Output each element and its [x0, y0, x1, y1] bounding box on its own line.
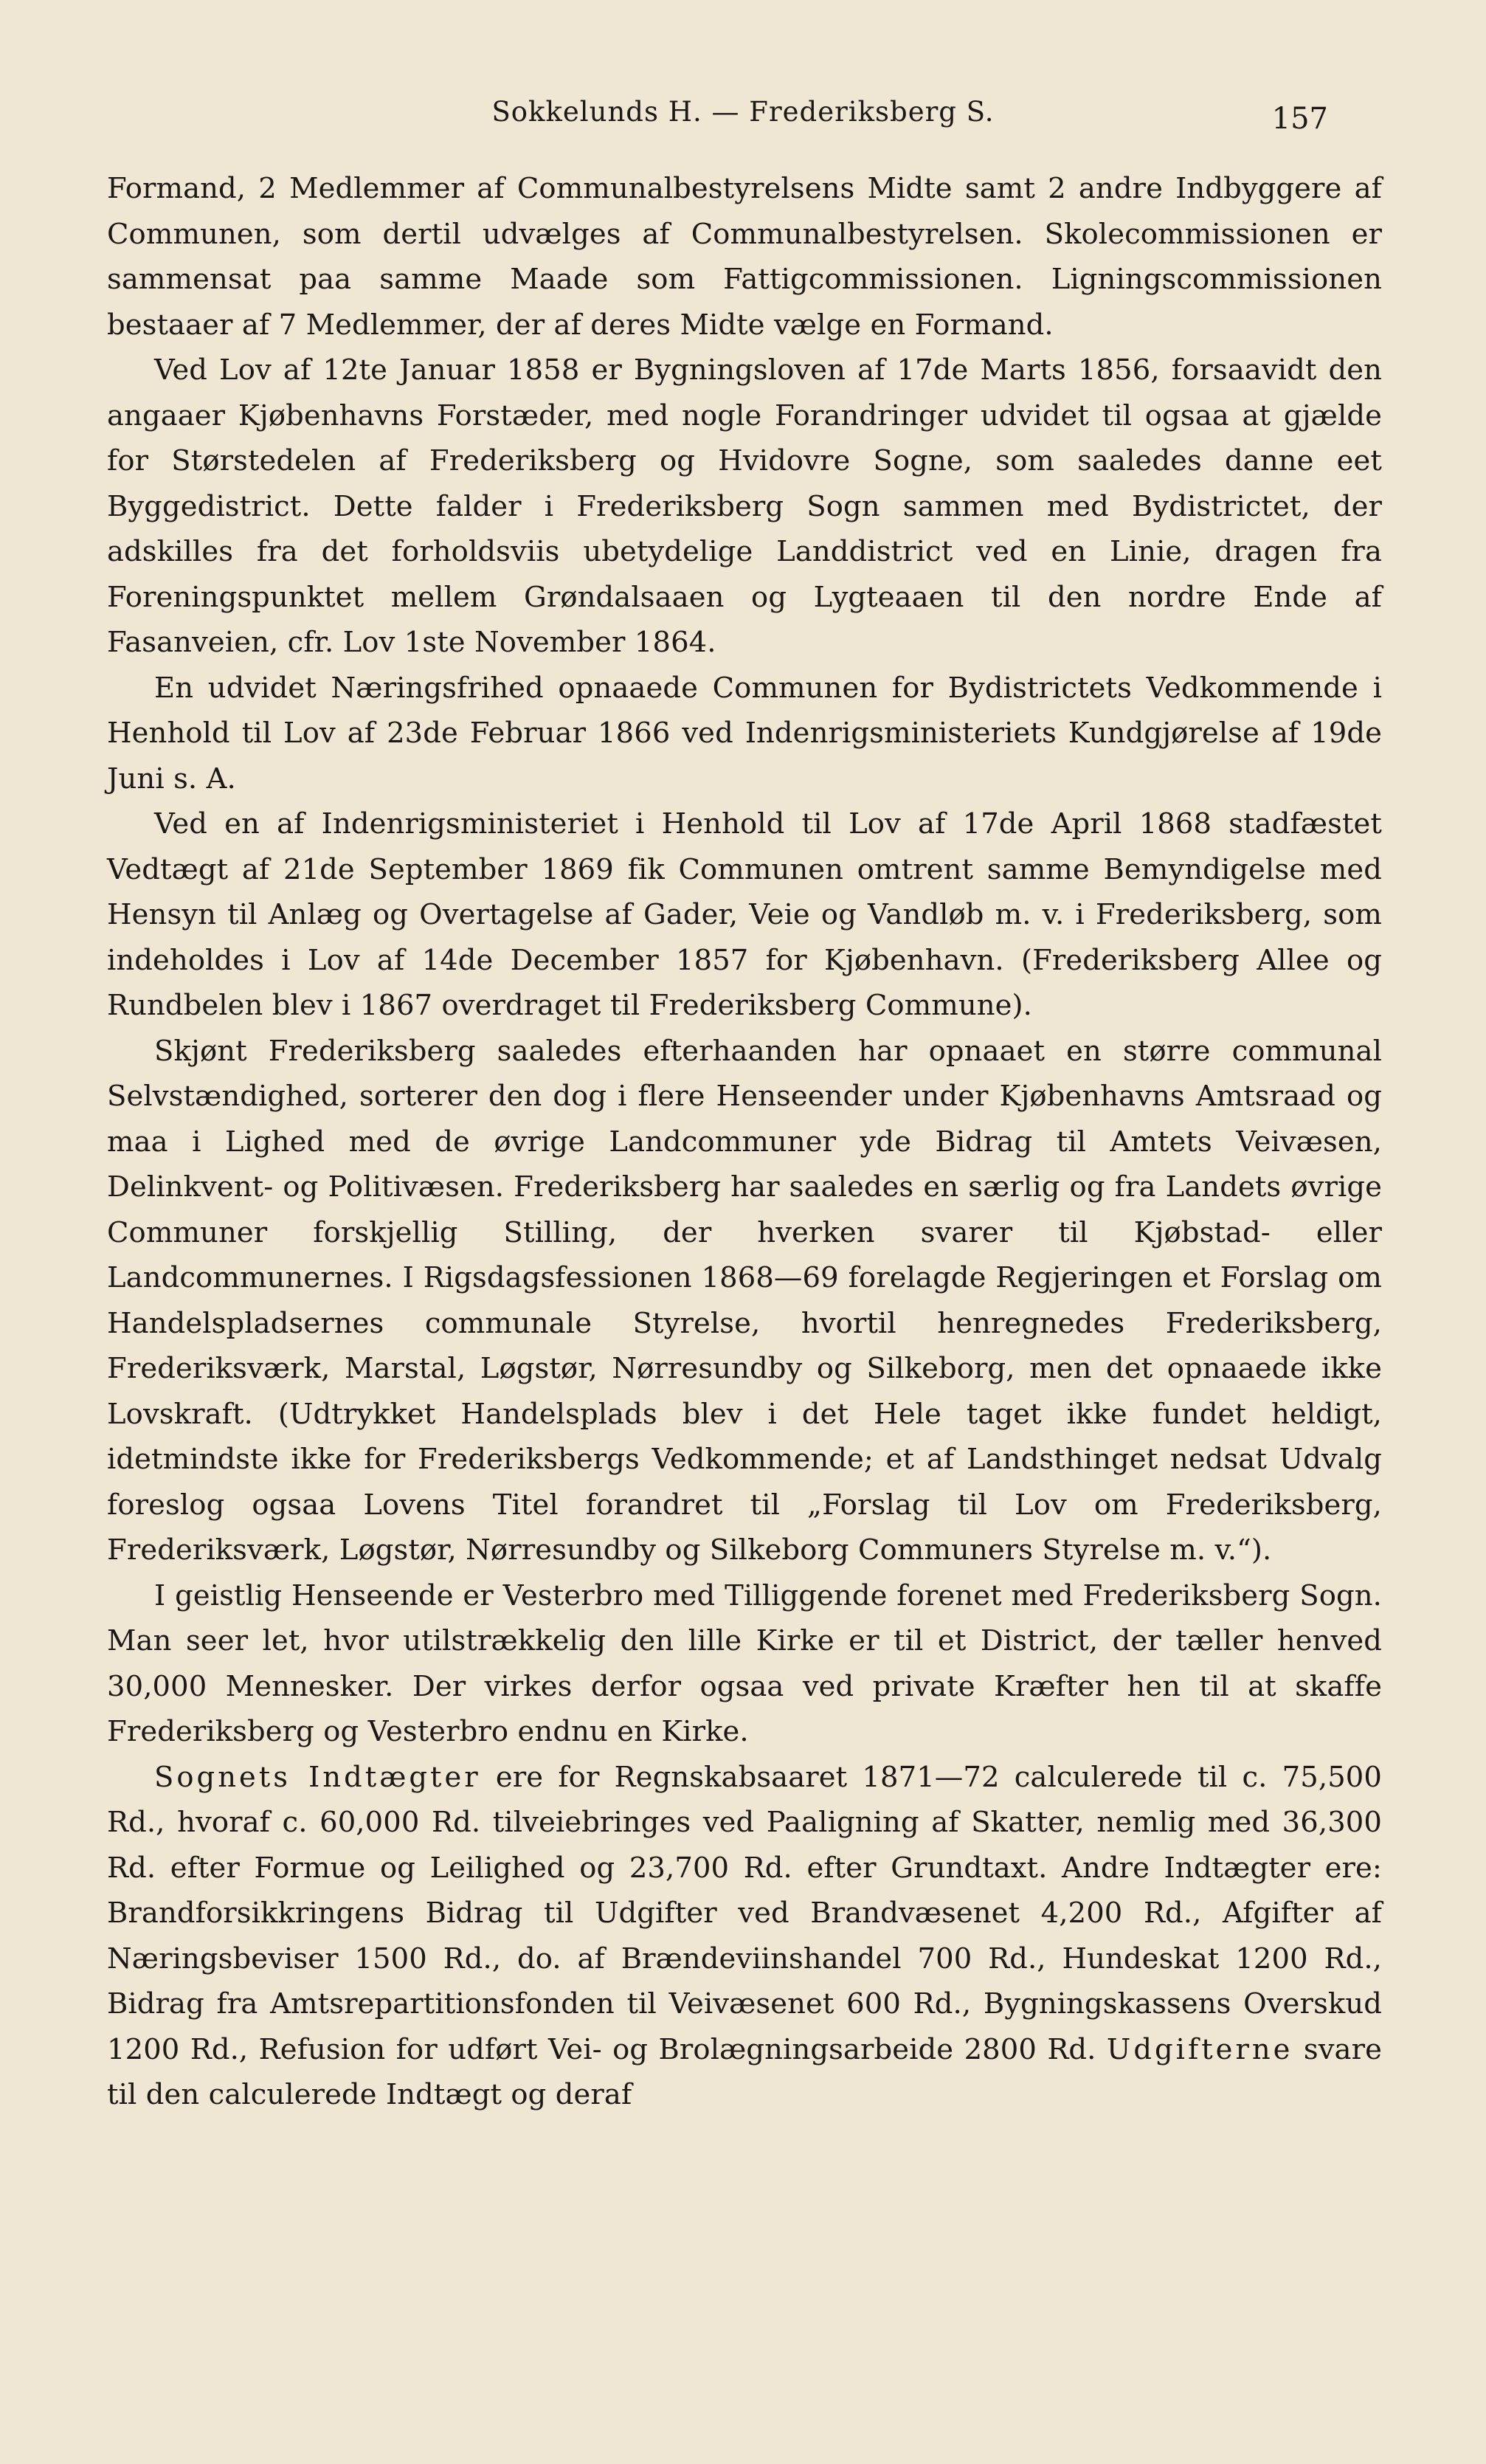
- page-header: [0, 96, 1486, 140]
- paragraph-4: Ved en af Indenrigsministeriet i Henhold til Lov af 17de April 1868 stadfæstet Vedtægt af 21de September 1869 fik Communen omtrent samme Bemyndigelse med Hensyn til Anlæg og Overtagelse af Gader, Veie og Vandløb m. v. i Frederiksberg, som indeholdes i Lov af 14de December 1857 for Kjøbenhavn. (Frederiksberg Allee og Rundbelen blev i 1867 overdraget til Frederiksberg Commune).: [107, 807, 1382, 1022]
- page-number: 157: [1271, 102, 1328, 136]
- running-head: Sokkelunds H. — Frederiksberg S.: [491, 96, 995, 128]
- paragraph-7-spaced-heading-2: Udgifterne: [1106, 2032, 1293, 2066]
- paragraph-5: Skjønt Frederiksberg saaledes efterhaanden har opnaaet en større communal Selvstændighed, sorterer den dog i flere Henseender under Kjøbenhavns Amtsraad og maa i Lighed med de øvrige Landcommuner yde Bidrag til Amtets Veivæsen, Delinkvent- og Politivæsen. Frederiksberg har saaledes en særlig og fra Landets øvrige Communer forskjellig Stilling, der hverken svarer til Kjøbstad- eller Landcommunernes. I Rigsdagsfessionen 1868—69 forelagde Regjeringen et Forslag om Handelspladsernes communale Styrelse, hvortil henregnedes Frederiksberg, Frederiksværk, Marstal, Løgstør, Nørresundby og Silkeborg, men det opnaaede ikke Lovskraft. (Udtrykket Handelsplads blev i det Hele taget ikke fundet heldigt, idetmindste ikke for Frederiksbergs Vedkommende; et af Landsthinget nedsat Udvalg foreslog ogsaa Lovens Titel forandret til „Forslag til Lov om Frederiksberg, Frederiksværk, Løgstør, Nørresundby og Silkeborg Communers Styrelse m. v.“).: [107, 1034, 1382, 1567]
- paragraph-7-end: svare til den calculerede Indtægt og deraf: [107, 2032, 1382, 2111]
- paragraph-2: Ved Lov af 12te Januar 1858 er Bygningsloven af 17de Marts 1856, forsaavidt den angaaer Kjøbenhavns Forstæder, med nogle Forandringer udvidet til ogsaa at gjælde for Størstedelen af Frederiksberg og Hvidovre Sogne, som saaledes danne eet Byggedistrict. Dette falder i Frederiksberg Sogn sammen med Bydistrictet, der adskilles fra det forholdsviis ubetydelige Landdistrict ved en Linie, dragen fra Foreningspunktet mellem Grøndalsaaen og Lygteaaen til den nordre Ende af Fasanveien, cfr. Lov 1ste November 1864.: [107, 353, 1382, 659]
- paragraph-1: Formand, 2 Medlemmer af Communalbestyrelsens Midte samt 2 andre Indbyggere af Communen, som dertil udvælges af Communalbestyrelsen. Skolecommissionen er sammensat paa samme Maade som Fattigcommissionen. Ligningscommissionen bestaaer af 7 Medlemmer, der af deres Midte vælge en Formand.: [107, 172, 1382, 342]
- paragraph-7: [107, 1755, 1382, 2118]
- paragraph-7-text: ere for Regnskabsaaret 1871—72 calculerede til c. 75,500 Rd., hvoraf c. 60,000 Rd. tilveiebringes ved Paaligning af Skatter, nemlig med 36,300 Rd. efter Formue og Leilighed og 23,700 Rd. efter Grundtaxt. Andre Indtægter ere: Brandforsikkringens Bidrag til Udgifter ved Brandvæsenet 4,200 Rd., Afgifter af Næringsbeviser 1500 Rd., do. af Brændeviinshandel 700 Rd., Hundeskat 1200 Rd., Bidrag fra Amtsrepartitionsfonden til Veivæsenet 600 Rd., Bygningskassens Overskud 1200 Rd., Refusion for udført Vei- og Brolægningsarbeide 2800 Rd.: [107, 1760, 1382, 2066]
- paragraph-6: I geistlig Henseende er Vesterbro med Tilliggende forenet med Frederiksberg Sogn. Man seer let, hvor utilstrækkelig den lille Kirke er til et District, der tæller henved 30,000 Mennesker. Der virkes derfor ogsaa ved private Kræfter hen til at skaffe Frederiksberg og Vesterbro endnu en Kirke.: [107, 1578, 1382, 1748]
- body-text: [107, 166, 1382, 2118]
- paragraph-7-spaced-heading: Sognets Indtægter: [154, 1760, 481, 1794]
- paragraph-3: En udvidet Næringsfrihed opnaaede Communen for Bydistrictets Vedkommende i Henhold til Lov af 23de Februar 1866 ved Indenrigsministeriets Kundgjørelse af 19de Juni s. A.: [107, 671, 1382, 796]
